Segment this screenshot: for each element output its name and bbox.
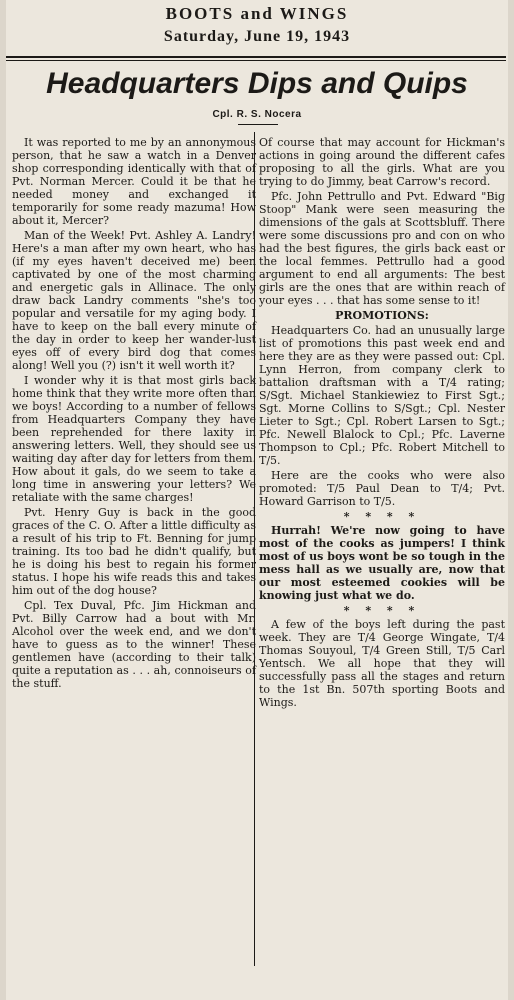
paragraph-hurrah: Hurrah! We're now going to have most of the cooks as jumpers! I think most of us boys wont be so tough in the mess hall as we usually are, now that our most esteemed cookies will be knowing just what we do. — [259, 524, 505, 602]
paragraph-man-of-week: Man of the Week! Pvt. Ashley A. Landry! Here's a man after my own heart, who has (if my eyes haven't deceived me) been captivated by one of the most charming and energetic gals in Allinace. The only draw back Landry comments "she's too popular and versatile for my aging body. I have to keep on the ball every minute of the day in order to keep her wander-lust eyes off of every bird dog that comes along! Well you (?) isn't it well worth it? — [12, 229, 256, 372]
right-page-edge — [508, 0, 514, 1000]
paragraph-watch: It was reported to me by an annonymous person, that he saw a watch in a Denver shop corresponding identically with that of Pvt. Norman Mercer. Could it be that he needed money and exchanged it temporarily for some ready mazuma! How about it, Mercer? — [12, 136, 256, 227]
paragraph-pettrullo: Pfc. John Pettrullo and Pvt. Edward "Big Stoop" Mank were seen measuring the dimensions of the gals at Scottsbluff. There were some discussions pro and con on who had the best figures, the girls back east or the local femmes. Pettrullo had a good argument to end all arguments: The best girls are the ones that are within reach of your eyes . . . that has some sense to it! — [259, 190, 505, 307]
masthead-rule-thick — [6, 56, 506, 58]
paragraph-letters: I wonder why it is that most girls back home think that they write more often than we boys! According to a number of fellows from Headquarters Company they have been reprehended for there laxity in answering letters. Well, they should see us waiting day after day for letters from them. How about it gals, do we seem to take a long time in answering your letters? We retaliate with the same charges! — [12, 374, 256, 504]
article-headline: Headquarters Dips and Quips — [46, 67, 468, 100]
paragraph-henry-guy: Pvt. Henry Guy is back in the good graces of the C. O. After a little difficulty as a result of his trip to Ft. Benning for jump training. Its too bad he didn't qualify, but he is doing his best to regain his former status. I hope his wife reads this and takes him out of the dog house? — [12, 506, 256, 597]
byline-rule — [238, 124, 278, 125]
paragraph-boys-left: A few of the boys left during the past week. They are T/4 George Wingate, T/4 Thomas Souyoul, T/4 Green Still, T/5 Carl Yentsch. We all hope that they will successfully pass all the stages and return to the 1st Bn. 507th sporting Boots and Wings. — [259, 618, 505, 709]
masthead-rule-thin — [6, 60, 506, 61]
paragraph-promotions: Headquarters Co. had an unusually large list of promotions this past week end and here they are as they were passed out: Cpl. Lynn Herron, from company clerk to battalion draftsman with a T/4 rating; S/Sgt. Michael Stankiewiez to First Sgt.; Sgt. Morne Collins to S/Sgt.; Cpl. Nester Lieter to Sgt.; Cpl. Robert Larsen to Sgt.; Pfc. Newell Blalock to Cpl.; Pfc. Laverne Thompson to Cpl.; Pfc. Robert Mitchell to T/5. — [259, 324, 505, 467]
paragraph-cooks: Here are the cooks who were also promoted: T/5 Paul Dean to T/4; Pvt. Howard Garrison to T/5. — [259, 469, 505, 508]
promotions-subhead: PROMOTIONS: — [335, 309, 429, 322]
article-byline: Cpl. R. S. Nocera — [212, 109, 302, 120]
section-separator: * * * * — [343, 510, 421, 523]
masthead — [0, 4, 514, 47]
section-separator: * * * * — [343, 604, 421, 617]
paragraph-hickman: Of course that may account for Hickman's actions in going around the different cafes proposing to all the girls. What are you trying to do Jimmy, beat Carrow's record. — [259, 136, 505, 188]
left-column — [12, 136, 256, 692]
paper-name: BOOTS and WINGS — [165, 4, 349, 23]
paragraph-mr-alcohol: Cpl. Tex Duval, Pfc. Jim Hickman and Pvt. Billy Carrow had a bout with Mr. Alcohol over the week end, and we don't have to guess as to the winner! These gentlemen have (according to their talk) quite a reputation as . . . ah, connoiseurs of the stuff. — [12, 599, 256, 690]
left-page-edge — [0, 0, 6, 1000]
issue-date: Saturday, June 19, 1943 — [163, 28, 351, 45]
right-column — [259, 136, 505, 711]
